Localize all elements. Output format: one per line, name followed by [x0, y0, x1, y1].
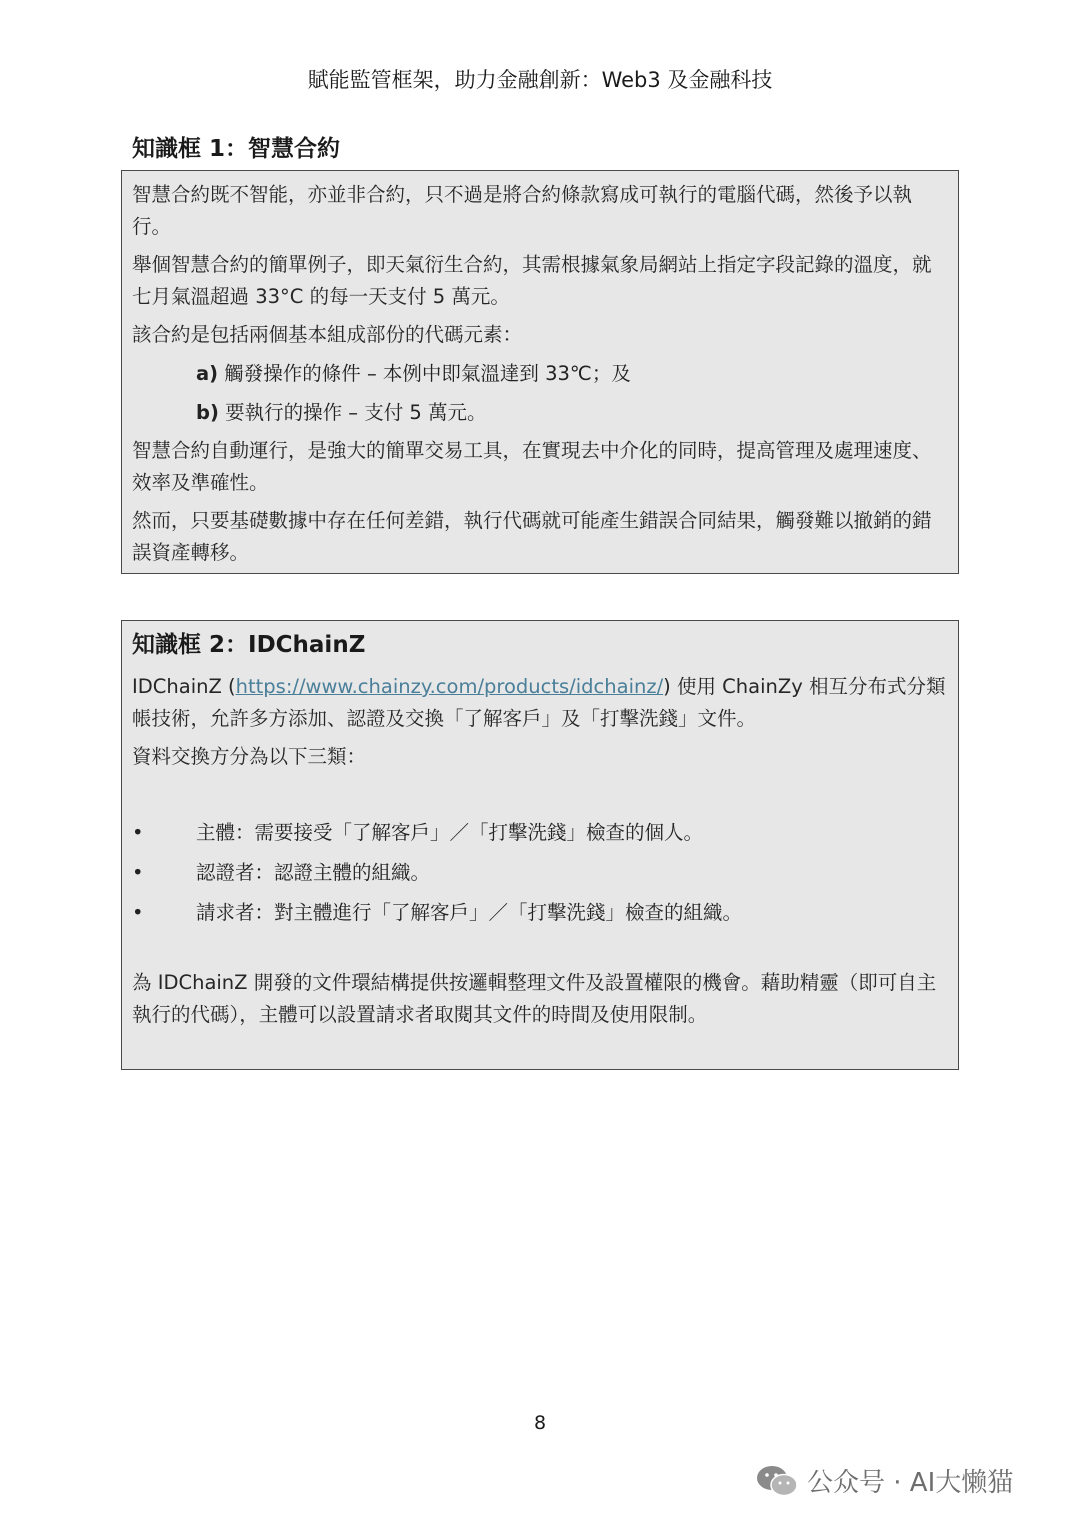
list-item [132, 817, 948, 849]
watermark-text: 公众号 · AI大懒猫 [807, 1468, 1014, 1498]
watermark [755, 1462, 1013, 1499]
intro-text: ) 使用 ChainZy 相互分布式分類帳技術，允許多方添加、認證及交換「了解客戶」及「打擊洗錢」文件。 [132, 675, 946, 730]
item-marker: b) [196, 401, 219, 424]
box1-paragraph: 該合約是包括兩個基本組成部份的代碼元素： [132, 323, 523, 346]
intro-text: IDChainZ ( [132, 675, 236, 698]
list-item-text: 主體：需要接受「了解客戶」／「打擊洗錢」檢查的個人。 [196, 821, 704, 844]
list-item [132, 897, 948, 929]
knowledge-box-idchainz [121, 620, 959, 1070]
box2-intro [132, 671, 948, 735]
idchainz-link[interactable]: https://www.chainzy.com/products/idchainz/ [235, 675, 664, 698]
list-item-text: 認證者：認證主體的組織。 [196, 861, 431, 884]
box1-item-b [132, 396, 948, 429]
page-number: 8 [533, 1412, 547, 1434]
box1-item-a [132, 357, 948, 390]
box1-paragraph: 舉個智慧合約的簡單例子，即天氣衍生合約，其需根據氣象局網站上指定字段記錄的溫度，就七月氣溫超過 33°C 的每一天支付 5 萬元。 [132, 253, 932, 308]
item-marker: a) [196, 362, 219, 385]
item-text: 觸發操作的條件 – 本例中即氣溫達到 33℃；及 [218, 362, 631, 385]
running-title: 賦能監管框架，助力金融創新：Web3 及金融科技 [307, 68, 773, 92]
box1-paragraph: 然而，只要基礎數據中存在任何差錯，執行代碼就可能產生錯誤合同結果，觸發難以撤銷的錯誤資產轉移。 [132, 509, 932, 564]
box1-paragraph: 智慧合約既不智能，亦並非合約，只不過是將合約條款寫成可執行的電腦代碼，然後予以執行。 [132, 183, 913, 238]
box1-paragraph: 智慧合約自動運行，是強大的簡單交易工具，在實現去中介化的同時，提高管理及處理速度、效率及準確性。 [132, 439, 932, 494]
box2-closing: 為 IDChainZ 開發的文件環結構提供按邏輯整理文件及設置權限的機會。藉助精靈（即可自主執行的代碼），主體可以設置請求者取閱其文件的時間及使用限制。 [132, 971, 937, 1026]
box1-title: 知識框 1：智慧合約 [132, 136, 341, 162]
list-item-text: 請求者：對主體進行「了解客戶」／「打擊洗錢」檢查的組織。 [196, 901, 743, 924]
knowledge-box-smart-contract [121, 170, 959, 574]
bullet-icon: • [132, 901, 144, 924]
wechat-icon [755, 1464, 799, 1498]
bullet-icon: • [132, 861, 144, 884]
box2-lead: 資料交換方分為以下三類： [132, 745, 367, 768]
list-item [132, 857, 948, 889]
bullet-icon: • [132, 821, 144, 844]
box2-title: 知識框 2：IDChainZ [132, 632, 366, 658]
item-text: 要執行的操作 – 支付 5 萬元。 [218, 401, 487, 424]
